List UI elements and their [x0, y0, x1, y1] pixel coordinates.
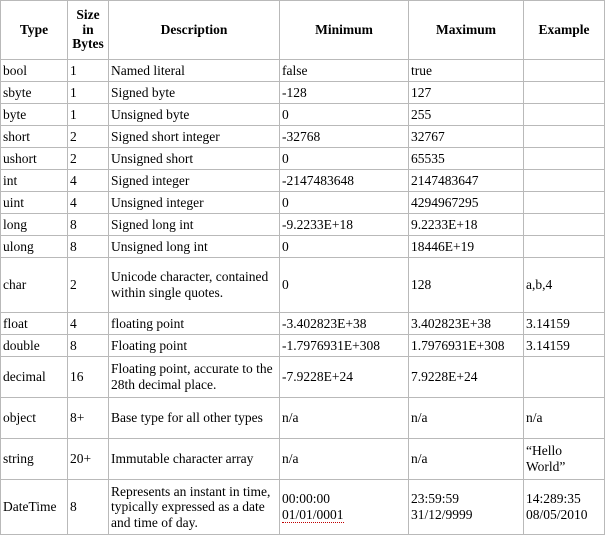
cell-description: Signed long int: [109, 214, 280, 236]
table-row: [1, 258, 605, 313]
cell-maximum: 65535: [409, 148, 524, 170]
cell-maximum: 255: [409, 104, 524, 126]
cell-description: floating point: [109, 313, 280, 335]
cell-example-date: 08/05/2010: [526, 507, 588, 522]
cell-example: [524, 104, 605, 126]
cell-type: ulong: [1, 236, 68, 258]
cell-size: 20+: [68, 439, 109, 480]
cell-type: short: [1, 126, 68, 148]
table-row: [1, 192, 605, 214]
cell-maximum: 2147483647: [409, 170, 524, 192]
header-size: [68, 1, 109, 60]
table-row: [1, 236, 605, 258]
cell-example-time: 14:289:35: [526, 491, 581, 507]
cell-example: [524, 148, 605, 170]
cell-minimum: [280, 480, 409, 535]
cell-example: [524, 170, 605, 192]
cell-description: Signed byte: [109, 82, 280, 104]
table-row: [1, 214, 605, 236]
table-row: [1, 335, 605, 357]
cell-type: string: [1, 439, 68, 480]
cell-size: 8: [68, 480, 109, 535]
cell-size: 16: [68, 357, 109, 398]
cell-minimum: 0: [280, 148, 409, 170]
cell-description: Signed integer: [109, 170, 280, 192]
cell-type: double: [1, 335, 68, 357]
cell-maximum: true: [409, 60, 524, 82]
table-row: [1, 398, 605, 439]
cell-maximum: 4294967295: [409, 192, 524, 214]
header-size-line2: in: [82, 21, 94, 37]
cell-minimum: 0: [280, 258, 409, 313]
table-row: [1, 357, 605, 398]
cell-type: long: [1, 214, 68, 236]
cell-example: “Hello World”: [524, 439, 605, 480]
cell-type: ushort: [1, 148, 68, 170]
cell-type: object: [1, 398, 68, 439]
cell-description: Floating point, accurate to the 28th decimal place.: [109, 357, 280, 398]
cell-minimum: -9.2233E+18: [280, 214, 409, 236]
cell-minimum: n/a: [280, 439, 409, 480]
header-row: [1, 1, 605, 60]
cell-example: a,b,4: [524, 258, 605, 313]
table-row: [1, 82, 605, 104]
cell-example: [524, 126, 605, 148]
cell-minimum-date: 01/01/0001: [282, 507, 344, 522]
cell-example: [524, 82, 605, 104]
cell-description: Unicode character, contained within single quotes.: [109, 258, 280, 313]
cell-maximum: [409, 480, 524, 535]
cell-maximum: 3.402823E+38: [409, 313, 524, 335]
cell-type: float: [1, 313, 68, 335]
cell-minimum: -128: [280, 82, 409, 104]
table-row: [1, 439, 605, 480]
cell-minimum: -7.9228E+24: [280, 357, 409, 398]
cell-minimum: n/a: [280, 398, 409, 439]
table-row: [1, 313, 605, 335]
cell-type: char: [1, 258, 68, 313]
header-minimum: Minimum: [280, 1, 409, 60]
cell-minimum: -1.7976931E+308: [280, 335, 409, 357]
cell-size: 2: [68, 148, 109, 170]
cell-description: Signed short integer: [109, 126, 280, 148]
cell-minimum: -32768: [280, 126, 409, 148]
table-row: [1, 480, 605, 535]
cell-size: 4: [68, 170, 109, 192]
cell-maximum-time: 23:59:59: [411, 491, 460, 507]
cell-minimum: false: [280, 60, 409, 82]
cell-type: sbyte: [1, 82, 68, 104]
header-type: Type: [1, 1, 68, 60]
cell-example: [524, 236, 605, 258]
cell-description: Unsigned short: [109, 148, 280, 170]
cell-maximum: 32767: [409, 126, 524, 148]
cell-type: uint: [1, 192, 68, 214]
cell-description: Immutable character array: [109, 439, 280, 480]
header-size-line1: Size: [76, 6, 100, 22]
cell-size: 4: [68, 192, 109, 214]
cell-size: 8: [68, 214, 109, 236]
cell-type: decimal: [1, 357, 68, 398]
cell-minimum: 0: [280, 104, 409, 126]
cell-size: 4: [68, 313, 109, 335]
cell-description: Unsigned integer: [109, 192, 280, 214]
cell-size: 8: [68, 335, 109, 357]
cell-size: 8+: [68, 398, 109, 439]
cell-maximum: n/a: [409, 398, 524, 439]
table-row: [1, 170, 605, 192]
cell-description: Represents an instant in time, typically expressed as a date and time of day.: [109, 480, 280, 535]
cell-maximum: 127: [409, 82, 524, 104]
header-description: Description: [109, 1, 280, 60]
cell-size: 1: [68, 82, 109, 104]
cell-size: 2: [68, 258, 109, 313]
header-maximum: Maximum: [409, 1, 524, 60]
cell-example: [524, 214, 605, 236]
cell-minimum: 0: [280, 236, 409, 258]
cell-maximum: 128: [409, 258, 524, 313]
cell-minimum: -2147483648: [280, 170, 409, 192]
cell-description: Base type for all other types: [109, 398, 280, 439]
cell-size: 1: [68, 104, 109, 126]
cell-example: [524, 357, 605, 398]
cell-minimum-time: 00:00:00: [282, 491, 331, 507]
cell-example: 3.14159: [524, 335, 605, 357]
cell-size: 2: [68, 126, 109, 148]
header-example: Example: [524, 1, 605, 60]
table-row: [1, 126, 605, 148]
cell-maximum: 7.9228E+24: [409, 357, 524, 398]
cell-size: 1: [68, 60, 109, 82]
cell-type: byte: [1, 104, 68, 126]
cell-maximum: 1.7976931E+308: [409, 335, 524, 357]
cell-maximum: 18446E+19: [409, 236, 524, 258]
table-row: [1, 60, 605, 82]
header-size-line3: Bytes: [72, 36, 104, 52]
cell-description: Unsigned byte: [109, 104, 280, 126]
cell-minimum: -3.402823E+38: [280, 313, 409, 335]
cell-example: [524, 480, 605, 535]
cell-type: DateTime: [1, 480, 68, 535]
cell-example: [524, 192, 605, 214]
cell-example: n/a: [524, 398, 605, 439]
table-row: [1, 148, 605, 170]
cell-maximum: 9.2233E+18: [409, 214, 524, 236]
cell-example: [524, 60, 605, 82]
cell-minimum: 0: [280, 192, 409, 214]
cell-maximum: n/a: [409, 439, 524, 480]
cell-description: Named literal: [109, 60, 280, 82]
table-row: [1, 104, 605, 126]
cell-type: int: [1, 170, 68, 192]
cell-type: bool: [1, 60, 68, 82]
cell-maximum-date: 31/12/9999: [411, 507, 473, 522]
cell-description: Floating point: [109, 335, 280, 357]
cell-description: Unsigned long int: [109, 236, 280, 258]
cell-size: 8: [68, 236, 109, 258]
cell-example: 3.14159: [524, 313, 605, 335]
